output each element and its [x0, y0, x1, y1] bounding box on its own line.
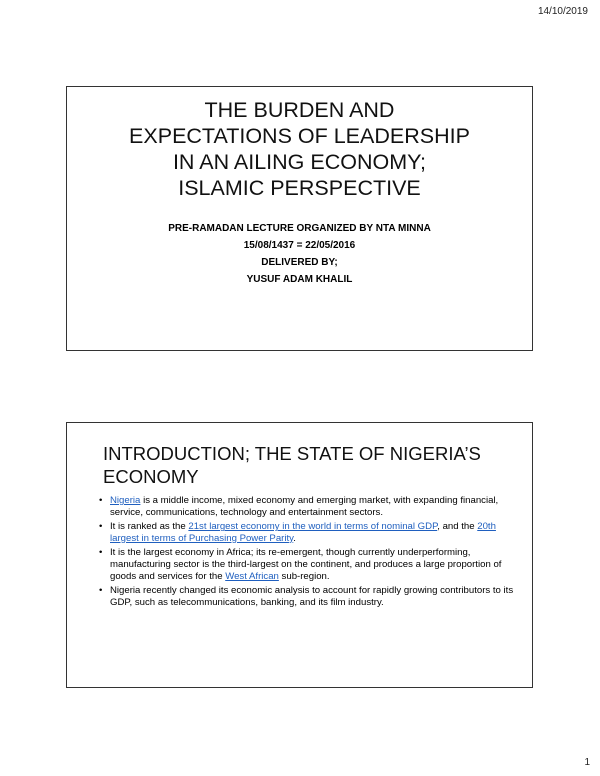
bullet-icon: •: [99, 547, 103, 559]
title-line: ISLAMIC PERSPECTIVE: [178, 176, 421, 200]
bullet-icon: •: [99, 495, 103, 506]
nigeria-link[interactable]: Nigeria: [110, 495, 141, 506]
subtitle-line: 15/08/1437 = 22/05/2016: [243, 240, 356, 251]
title-line: IN AN AILING ECONOMY;: [172, 150, 427, 174]
page-number: 1: [584, 757, 590, 768]
bullet-text: , and the: [437, 521, 478, 533]
subtitle-line: DELIVERED BY;: [261, 257, 338, 268]
bullet-text: It is the largest economy in Africa; its re-emergent, though currently underperforming, manufacturing sector is the third-largest on the continent, and produces a large proportion of goods and services for the: [110, 547, 502, 582]
subtitle-line: PRE-RAMADAN LECTURE ORGANIZED BY NTA MINNA: [168, 223, 431, 234]
nominal-gdp-link[interactable]: 21st largest economy in the world in terms of nominal GDP: [188, 521, 438, 533]
bullet-icon: •: [99, 585, 103, 597]
bullet-item: [99, 521, 519, 544]
bullet-item: [99, 547, 519, 582]
bullet-list: [99, 495, 519, 611]
subtitle-line: YUSUF ADAM KHALIL: [246, 274, 353, 285]
title-slide: [66, 86, 533, 351]
slide-subtitle: [67, 220, 532, 288]
title-line: EXPECTATIONS OF LEADERSHIP: [129, 124, 470, 148]
slide-title: [67, 97, 532, 201]
ppp-link[interactable]: 20th largest in terms of Purchasing Power Parity: [110, 521, 496, 544]
introduction-slide: [66, 422, 533, 688]
bullet-text: Nigeria recently changed its economic analysis to account for rapidly growing contributors to its GDP, such as telecommunications, banking, and its film industry.: [110, 585, 514, 608]
bullet-text: It is ranked as the: [110, 521, 189, 533]
west-african-link[interactable]: West African: [225, 570, 279, 582]
page-date: 14/10/2019: [537, 6, 588, 17]
title-line: THE BURDEN AND: [204, 98, 395, 122]
bullet-text: .: [293, 532, 296, 544]
bullet-text: sub-region.: [278, 570, 330, 582]
heading-line: ECONOMY: [103, 466, 199, 487]
bullet-text: is a middle income, mixed economy and emerging market, with expanding financial, service, communications, technology and entertainment sectors.: [110, 495, 499, 518]
bullet-item: [99, 495, 519, 518]
bullet-item: [99, 585, 519, 608]
slide-heading: [103, 442, 523, 488]
bullet-icon: •: [99, 521, 103, 533]
heading-line: INTRODUCTION; THE STATE OF NIGERIA’S: [103, 443, 481, 464]
